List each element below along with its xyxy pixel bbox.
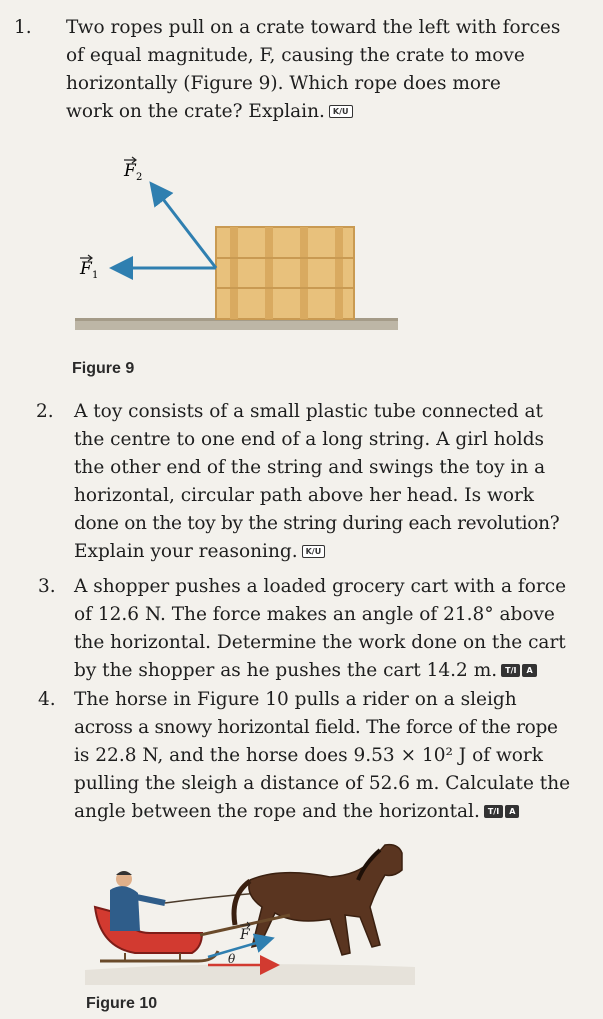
question-1-number: 1. — [14, 17, 32, 38]
f1-symbol: F — [80, 259, 92, 279]
q2-line-1: A toy consists of a small plastic tube connected at — [74, 401, 543, 422]
snow-ground — [85, 964, 415, 985]
force-2-arrow — [153, 186, 216, 268]
ku-badge: K/U — [302, 545, 326, 558]
a-badge: A — [505, 805, 519, 818]
question-4 — [14, 686, 599, 826]
q4-line-1: The horse in Figure 10 pulls a rider on a sleigh — [74, 689, 517, 710]
question-4-number: 4. — [38, 689, 56, 710]
q3-line-3: the horizontal. Determine the work done on the cart — [74, 632, 566, 653]
f1-subscript: 1 — [92, 270, 99, 281]
f2-subscript: 2 — [136, 172, 143, 183]
figure-9-caption: Figure 9 — [72, 360, 135, 377]
question-3-number: 3. — [38, 576, 56, 597]
horse — [234, 845, 402, 955]
force-f-label: F — [240, 927, 250, 943]
q1-line-4: work on the crate? Explain. — [66, 101, 325, 122]
angle-theta-label: θ — [228, 952, 236, 966]
q4-line-2: across a snowy horizontal field. The force of the rope — [74, 717, 558, 738]
q2-line-5: done on the toy by the string during each revolution? — [74, 513, 560, 534]
ti-badge: T/I — [501, 664, 520, 677]
question-1 — [14, 14, 599, 126]
ti-badge: T/I — [484, 805, 503, 818]
q2-line-4: horizontal, circular path above her head. Is work — [74, 485, 535, 506]
q3-line-1: A shopper pushes a loaded grocery cart with a force — [74, 576, 567, 597]
figure-10 — [80, 835, 420, 985]
q2-line-3: the other end of the string and swings the toy in a — [74, 457, 546, 478]
q2-line-2: the centre to one end of a long string. A girl holds — [74, 429, 545, 450]
q4-line-5: angle between the rope and the horizontal. — [74, 801, 480, 822]
force-2-label — [123, 157, 142, 183]
figure-9 — [60, 140, 410, 340]
rider — [110, 871, 165, 931]
q3-line-2: of 12.6 N. The force makes an angle of 21.8° above — [74, 604, 555, 625]
q2-line-6: Explain your reasoning. — [74, 541, 298, 562]
q4-line-4: pulling the sleigh a distance of 52.6 m. Calculate the — [74, 773, 571, 794]
ground — [75, 320, 398, 330]
question-3 — [14, 573, 599, 685]
q1-line-1: Two ropes pull on a crate toward the left with forces — [66, 17, 561, 38]
ku-badge: K/U — [329, 105, 353, 118]
rope-force-arrow — [208, 939, 270, 957]
crate — [216, 227, 354, 319]
q1-line-2: of equal magnitude, F, causing the crate to move — [66, 45, 525, 66]
a-badge: A — [522, 664, 536, 677]
question-2 — [14, 398, 599, 566]
question-2-number: 2. — [36, 401, 54, 422]
figure-10-caption: Figure 10 — [86, 995, 158, 1012]
f2-symbol: F — [124, 161, 136, 181]
q1-line-3: horizontally (Figure 9). Which rope does more — [66, 73, 501, 94]
q4-line-3: is 22.8 N, and the horse does 9.53 × 10² J of work — [74, 745, 543, 766]
q3-line-4: by the shopper as he pushes the cart 14.2 m. — [74, 660, 498, 681]
force-1-label — [79, 255, 98, 281]
